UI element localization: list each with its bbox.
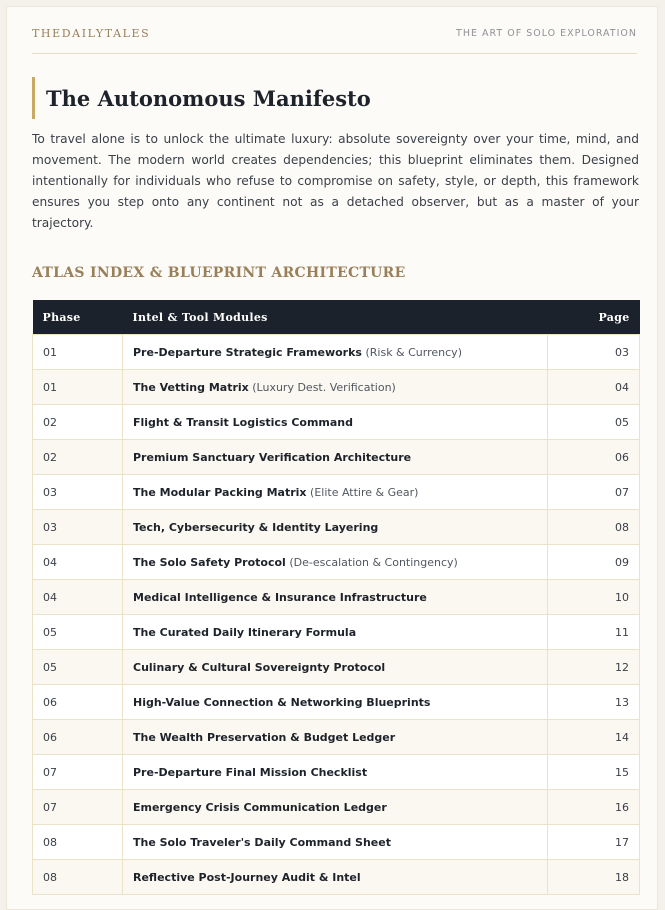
table-row xyxy=(33,370,640,405)
table-row xyxy=(33,335,640,370)
module-cell xyxy=(123,650,548,685)
page-number-cell: 14 xyxy=(548,720,640,755)
page-number-cell: 08 xyxy=(548,510,640,545)
page-number-cell: 15 xyxy=(548,755,640,790)
module-subtitle: (Elite Attire & Gear) xyxy=(310,485,419,499)
phase-cell: 02 xyxy=(33,440,123,475)
module-title: Medical Intelligence & Insurance Infrastructure xyxy=(133,590,427,604)
phase-cell: 03 xyxy=(33,475,123,510)
module-cell xyxy=(123,755,548,790)
intro-paragraph: To travel alone is to unlock the ultimate luxury: absolute sovereignty over your time, mind, and movement. The modern world creates dependencies; this blueprint eliminates them. Designed intentionally for individuals who refuse to compromise on safety, style, or depth, this framework ensures you step onto any continent not as a detached observer, but as a master of your trajectory. xyxy=(32,132,639,230)
table-body xyxy=(33,335,640,895)
atlas-index-table xyxy=(32,300,640,895)
brand-tagline: THE ART OF SOLO EXPLORATION xyxy=(456,28,637,39)
phase-cell: 05 xyxy=(33,650,123,685)
page-number-cell: 07 xyxy=(548,475,640,510)
phase-cell: 04 xyxy=(33,545,123,580)
table-row xyxy=(33,650,640,685)
page-number-cell: 12 xyxy=(548,650,640,685)
module-cell xyxy=(123,545,548,580)
module-title: The Solo Traveler's Daily Command Sheet xyxy=(133,835,391,849)
module-cell xyxy=(123,335,548,370)
phase-cell: 06 xyxy=(33,685,123,720)
page-header xyxy=(32,27,637,54)
phase-cell: 02 xyxy=(33,405,123,440)
page-number-cell: 16 xyxy=(548,790,640,825)
phase-cell: 08 xyxy=(33,825,123,860)
module-title: The Modular Packing Matrix xyxy=(133,485,307,499)
page-number-cell: 09 xyxy=(548,545,640,580)
phase-cell: 04 xyxy=(33,580,123,615)
table-row xyxy=(33,685,640,720)
page-title: The Autonomous Manifesto xyxy=(46,86,371,111)
module-cell xyxy=(123,580,548,615)
table-row xyxy=(33,510,640,545)
module-title: The Curated Daily Itinerary Formula xyxy=(133,625,357,639)
table-row xyxy=(33,545,640,580)
module-title: The Solo Safety Protocol xyxy=(133,555,286,569)
module-title: High-Value Connection & Networking Blueprints xyxy=(133,695,431,709)
module-title: The Vetting Matrix xyxy=(133,380,249,394)
page-number-cell: 06 xyxy=(548,440,640,475)
page-number-cell: 05 xyxy=(548,405,640,440)
page-number-cell: 11 xyxy=(548,615,640,650)
module-title: Premium Sanctuary Verification Architecture xyxy=(133,450,412,464)
document-page xyxy=(6,6,658,910)
module-cell xyxy=(123,720,548,755)
phase-cell: 07 xyxy=(33,790,123,825)
module-cell xyxy=(123,825,548,860)
table-row xyxy=(33,825,640,860)
module-cell xyxy=(123,685,548,720)
page-number-cell: 18 xyxy=(548,860,640,895)
title-block xyxy=(32,77,635,119)
module-subtitle: (Luxury Dest. Verification) xyxy=(252,380,396,394)
module-cell xyxy=(123,790,548,825)
module-cell xyxy=(123,510,548,545)
table-row xyxy=(33,790,640,825)
module-title: Pre-Departure Final Mission Checklist xyxy=(133,765,368,779)
module-cell xyxy=(123,370,548,405)
module-title: Pre-Departure Strategic Frameworks xyxy=(133,345,362,359)
module-subtitle: (Risk & Currency) xyxy=(365,345,462,359)
page-number-cell: 10 xyxy=(548,580,640,615)
phase-cell: 03 xyxy=(33,510,123,545)
phase-cell: 05 xyxy=(33,615,123,650)
table-row xyxy=(33,405,640,440)
module-subtitle: (De-escalation & Contingency) xyxy=(289,555,458,569)
table-row xyxy=(33,475,640,510)
column-header-phase: Phase xyxy=(33,300,123,335)
module-title: Reflective Post-Journey Audit & Intel xyxy=(133,870,361,884)
module-cell xyxy=(123,440,548,475)
phase-cell: 08 xyxy=(33,860,123,895)
module-cell xyxy=(123,405,548,440)
phase-cell: 07 xyxy=(33,755,123,790)
table-row xyxy=(33,440,640,475)
column-header-module: Intel & Tool Modules xyxy=(123,300,548,335)
brand-name: THEDAILYTALES xyxy=(32,27,151,40)
page-number-cell: 04 xyxy=(548,370,640,405)
page-number-cell: 13 xyxy=(548,685,640,720)
section-heading: ATLAS INDEX & BLUEPRINT ARCHITECTURE xyxy=(32,265,406,281)
table-row xyxy=(33,860,640,895)
module-cell xyxy=(123,860,548,895)
module-title: The Wealth Preservation & Budget Ledger xyxy=(133,730,396,744)
page-number-cell: 03 xyxy=(548,335,640,370)
table-row xyxy=(33,580,640,615)
module-title: Culinary & Cultural Sovereignty Protocol xyxy=(133,660,386,674)
module-title: Emergency Crisis Communication Ledger xyxy=(133,800,387,814)
module-cell xyxy=(123,615,548,650)
phase-cell: 01 xyxy=(33,335,123,370)
table-header-row xyxy=(33,300,640,335)
table-row xyxy=(33,720,640,755)
table-row xyxy=(33,755,640,790)
page-number-cell: 17 xyxy=(548,825,640,860)
module-title: Tech, Cybersecurity & Identity Layering xyxy=(133,520,379,534)
table-row xyxy=(33,615,640,650)
phase-cell: 06 xyxy=(33,720,123,755)
module-cell xyxy=(123,475,548,510)
column-header-page: Page xyxy=(548,300,640,335)
module-title: Flight & Transit Logistics Command xyxy=(133,415,354,429)
phase-cell: 01 xyxy=(33,370,123,405)
